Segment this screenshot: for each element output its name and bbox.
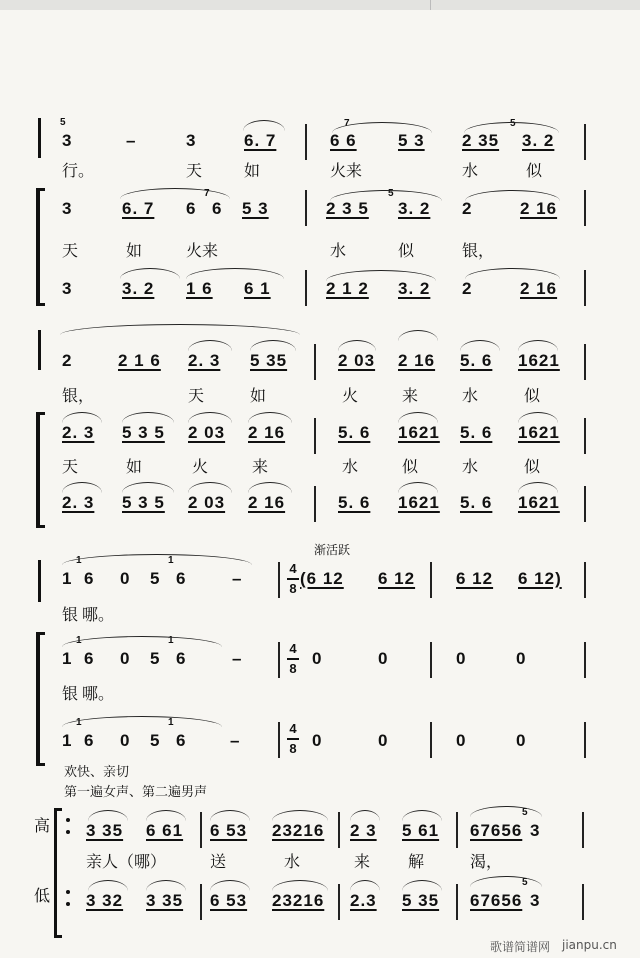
time-signature-top: 4 xyxy=(289,641,297,656)
lyric: 来 xyxy=(354,852,371,871)
barline xyxy=(584,124,586,160)
time-signature-bar xyxy=(287,738,299,740)
lyric: 似 xyxy=(524,386,541,405)
slur xyxy=(188,412,232,423)
note: 2 03 xyxy=(188,423,226,442)
lyric: 火来 xyxy=(186,241,219,260)
performance-note: 第一遍女声、第二遍男声 xyxy=(64,785,208,800)
slur xyxy=(326,270,436,281)
lyric: 渴， xyxy=(470,852,503,871)
slur xyxy=(122,412,174,423)
grace-note: 5 xyxy=(510,118,516,129)
note: 6 6 xyxy=(330,131,357,150)
slur xyxy=(122,482,174,493)
slur xyxy=(470,806,542,817)
note: 6 xyxy=(212,199,223,218)
barline xyxy=(278,642,280,678)
note: 5 3 5 xyxy=(122,493,165,512)
note: 3. 2 xyxy=(522,131,555,150)
watermark-text: 歌谱简谱网 xyxy=(490,940,551,954)
note: 5 xyxy=(150,731,161,750)
repeat-dot xyxy=(66,818,70,822)
part-label-high: 高 xyxy=(34,816,51,835)
note: 6 xyxy=(84,569,95,588)
lyric: 火 xyxy=(342,386,359,405)
barline xyxy=(584,418,586,454)
slur xyxy=(248,482,292,493)
grace-note: 1 xyxy=(168,635,174,646)
scan-top-band xyxy=(0,0,640,10)
note: 6 xyxy=(176,649,187,668)
note: 6 53 xyxy=(210,891,248,910)
note: 6 xyxy=(186,199,197,218)
grace-note: 7 xyxy=(344,118,350,129)
scan-fold-line xyxy=(430,0,431,10)
note: 2 16 xyxy=(398,351,436,370)
grace-note: 7 xyxy=(204,188,210,199)
note: 2 xyxy=(462,279,473,298)
dash: – xyxy=(232,649,243,668)
grace-note: 1 xyxy=(76,717,82,728)
note: 6 xyxy=(84,649,95,668)
slur xyxy=(88,810,128,821)
grace-note: 5 xyxy=(60,117,66,128)
system-bracket xyxy=(36,188,45,306)
slur xyxy=(62,636,222,647)
barline xyxy=(456,812,458,848)
time-signature-bottom: 8 xyxy=(289,661,297,676)
time-signature-bar xyxy=(287,658,299,660)
note: 6 xyxy=(176,731,187,750)
note: 6. 7 xyxy=(244,131,277,150)
slur xyxy=(272,810,328,821)
note: 2 3 5 xyxy=(326,199,369,218)
slur xyxy=(120,268,180,279)
system-line xyxy=(38,118,41,158)
grace-note: 1 xyxy=(76,555,82,566)
time-signature-top: 4 xyxy=(289,561,297,576)
note: 1621 xyxy=(518,493,560,512)
note: 2 xyxy=(62,351,73,370)
time-signature-bottom: 8 xyxy=(289,741,297,756)
lyric: 银 xyxy=(62,684,79,703)
slur xyxy=(350,880,380,891)
system-line xyxy=(38,330,41,370)
slur xyxy=(210,810,250,821)
barline xyxy=(584,190,586,226)
note: 6 xyxy=(84,731,95,750)
grace-note: 1 xyxy=(168,555,174,566)
slur xyxy=(210,880,250,891)
barline xyxy=(314,486,316,522)
note: 0 xyxy=(120,649,131,668)
barline xyxy=(305,190,307,226)
barline xyxy=(430,722,432,758)
barline xyxy=(430,642,432,678)
lyric: 解 xyxy=(408,852,425,871)
note: 2 35 xyxy=(462,131,500,150)
system-bracket xyxy=(36,632,45,766)
note: 1621 xyxy=(398,493,440,512)
expression-marking: 欢快、亲切 xyxy=(64,765,130,780)
lyric: 火 xyxy=(192,457,209,476)
note: 23216 xyxy=(272,891,325,910)
time-signature-top: 4 xyxy=(289,721,297,736)
note: 1621 xyxy=(398,423,440,442)
note: 2 1 6 xyxy=(118,351,161,370)
note: 3 xyxy=(186,131,197,150)
note: 5. 6 xyxy=(460,351,493,370)
slur xyxy=(460,340,500,351)
note: 6 12 xyxy=(378,569,416,588)
note: 5 3 xyxy=(242,199,269,218)
note: 3 35 xyxy=(86,821,124,840)
note: 6 12 xyxy=(456,569,494,588)
note: 1 xyxy=(62,731,73,750)
slur xyxy=(398,330,438,341)
lyric: 银， xyxy=(462,241,495,260)
lyric: 如 xyxy=(126,241,143,260)
lyric: 哪。 xyxy=(82,684,115,703)
lyric: 如 xyxy=(250,386,267,405)
note: 1 xyxy=(62,569,73,588)
note: 5 3 xyxy=(398,131,425,150)
note: 5 61 xyxy=(402,821,440,840)
slur xyxy=(272,880,328,891)
time-signature-bar xyxy=(287,578,299,580)
note: 0 xyxy=(378,731,389,750)
lyric: 来 xyxy=(252,457,269,476)
lyric: 如 xyxy=(126,457,143,476)
barline xyxy=(584,722,586,758)
lyric: 天 xyxy=(188,386,205,405)
note: 0 xyxy=(312,649,323,668)
barline xyxy=(278,722,280,758)
note: 1621 xyxy=(518,423,560,442)
barline xyxy=(584,642,586,678)
dash: – xyxy=(126,131,137,150)
note: 3 xyxy=(62,279,73,298)
slur xyxy=(60,324,300,335)
system-bracket xyxy=(54,808,62,938)
note: 2 3 xyxy=(350,821,377,840)
grace-note: 5 xyxy=(522,807,528,818)
note: 1 xyxy=(62,649,73,668)
note: 5 35 xyxy=(402,891,440,910)
slur xyxy=(120,188,230,199)
barline xyxy=(278,562,280,598)
lyric: 水 xyxy=(284,852,301,871)
repeat-dot xyxy=(66,902,70,906)
note: 2 16 xyxy=(248,493,286,512)
barline xyxy=(584,486,586,522)
note: 2 16 xyxy=(248,423,286,442)
note: 2. 3 xyxy=(62,423,95,442)
lyric: 送 xyxy=(210,852,227,871)
note: 0 xyxy=(516,649,527,668)
grace-note: 1 xyxy=(168,717,174,728)
lyric: 银 xyxy=(62,605,79,624)
lyric: 亲人（哪） xyxy=(86,852,167,871)
slur xyxy=(62,482,102,493)
barline xyxy=(430,562,432,598)
barline xyxy=(200,812,202,848)
lyric: 天 xyxy=(186,161,203,180)
slur xyxy=(338,340,376,351)
dash: – xyxy=(230,731,241,750)
note: 2 xyxy=(462,199,473,218)
barline xyxy=(305,270,307,306)
note: 5 xyxy=(150,649,161,668)
lyric: 似 xyxy=(526,161,543,180)
barline xyxy=(200,884,202,920)
note: 3 32 xyxy=(86,891,124,910)
barline xyxy=(584,270,586,306)
slur xyxy=(402,810,442,821)
note: 3 xyxy=(62,199,73,218)
note: 6 53 xyxy=(210,821,248,840)
slur xyxy=(146,810,186,821)
slur xyxy=(330,190,442,201)
note: 2 16 xyxy=(520,199,558,218)
note: 6 61 xyxy=(146,821,184,840)
note: 0 xyxy=(312,731,323,750)
lyric: 来 xyxy=(402,386,419,405)
slur xyxy=(465,190,560,201)
barline xyxy=(584,562,586,598)
repeat-dot xyxy=(66,890,70,894)
note: (6 12 xyxy=(300,569,344,588)
slur xyxy=(518,340,558,351)
note: 1621 xyxy=(518,351,560,370)
part-label-low: 低 xyxy=(34,886,51,905)
note: 3 35 xyxy=(146,891,184,910)
lyric: 水 xyxy=(330,241,347,260)
note: 6 xyxy=(176,569,187,588)
repeat-dot xyxy=(66,830,70,834)
note: 23216 xyxy=(272,821,325,840)
lyric: 水 xyxy=(462,386,479,405)
slur xyxy=(62,412,102,423)
slur xyxy=(470,876,542,887)
lyric: 哪。 xyxy=(82,605,115,624)
lyric: 水 xyxy=(462,161,479,180)
slur xyxy=(248,412,292,423)
note: 2 03 xyxy=(188,493,226,512)
lyric: 似 xyxy=(402,457,419,476)
lyric: 似 xyxy=(398,241,415,260)
lyric: 天 xyxy=(62,241,79,260)
note: 5 3 5 xyxy=(122,423,165,442)
note: 6 12) xyxy=(518,569,562,588)
slur xyxy=(398,412,438,423)
note: 0 xyxy=(120,731,131,750)
slur xyxy=(188,482,232,493)
lyric: 如 xyxy=(244,161,261,180)
slur xyxy=(243,120,285,131)
slur xyxy=(250,340,296,351)
slur xyxy=(146,880,186,891)
slur xyxy=(88,880,128,891)
note: 0 xyxy=(516,731,527,750)
barline xyxy=(314,418,316,454)
note: 0 xyxy=(456,731,467,750)
note: 2 1 2 xyxy=(326,279,369,298)
grace-note: 1 xyxy=(76,635,82,646)
slur xyxy=(188,340,232,351)
note: 67656 xyxy=(470,891,523,910)
note: 2 03 xyxy=(338,351,376,370)
note: 5 35 xyxy=(250,351,288,370)
dash: – xyxy=(232,569,243,588)
slur xyxy=(350,810,380,821)
lyric: 水 xyxy=(342,457,359,476)
barline xyxy=(305,124,307,160)
grace-note: 5 xyxy=(388,188,394,199)
barline xyxy=(456,884,458,920)
slur xyxy=(62,716,222,727)
note: 5 xyxy=(150,569,161,588)
barline xyxy=(314,344,316,380)
note: 2. 3 xyxy=(188,351,221,370)
note: 5. 6 xyxy=(338,423,371,442)
note: 3 xyxy=(530,821,541,840)
barline xyxy=(338,812,340,848)
slur xyxy=(518,412,558,423)
note: 3. 2 xyxy=(122,279,155,298)
slur xyxy=(402,880,442,891)
lyric: 行。 xyxy=(62,161,95,180)
barline xyxy=(338,884,340,920)
time-signature-bottom: 8 xyxy=(289,581,297,596)
note: 0 xyxy=(378,649,389,668)
note: 3. 2 xyxy=(398,279,431,298)
note: 3 xyxy=(62,131,73,150)
note: 6. 7 xyxy=(122,199,155,218)
note: 6 1 xyxy=(244,279,271,298)
lyric: 天 xyxy=(62,457,79,476)
system-bracket xyxy=(36,412,45,528)
system-line xyxy=(38,560,41,602)
lyric: 火来 xyxy=(330,161,363,180)
slur xyxy=(464,122,559,133)
note: 0 xyxy=(120,569,131,588)
slur xyxy=(186,268,284,279)
slur xyxy=(62,554,252,565)
note: 2.3 xyxy=(350,891,377,910)
note: 67656 xyxy=(470,821,523,840)
note: 2 16 xyxy=(520,279,558,298)
note: 3 xyxy=(530,891,541,910)
slur xyxy=(465,268,560,279)
barline xyxy=(582,812,584,848)
barline xyxy=(582,884,584,920)
tempo-marking: 渐活跃 xyxy=(314,543,351,557)
note: 2. 3 xyxy=(62,493,95,512)
grace-note: 5 xyxy=(522,877,528,888)
slur xyxy=(518,482,558,493)
lyric: 银， xyxy=(62,386,95,405)
watermark-url: jianpu.cn xyxy=(562,938,617,952)
note: 5. 6 xyxy=(460,423,493,442)
note: 1 6 xyxy=(186,279,213,298)
barline xyxy=(584,344,586,380)
note: 0 xyxy=(456,649,467,668)
note: 5. 6 xyxy=(338,493,371,512)
slur xyxy=(398,482,438,493)
note: 5. 6 xyxy=(460,493,493,512)
note: 3. 2 xyxy=(398,199,431,218)
lyric: 水 xyxy=(462,457,479,476)
lyric: 似 xyxy=(524,457,541,476)
